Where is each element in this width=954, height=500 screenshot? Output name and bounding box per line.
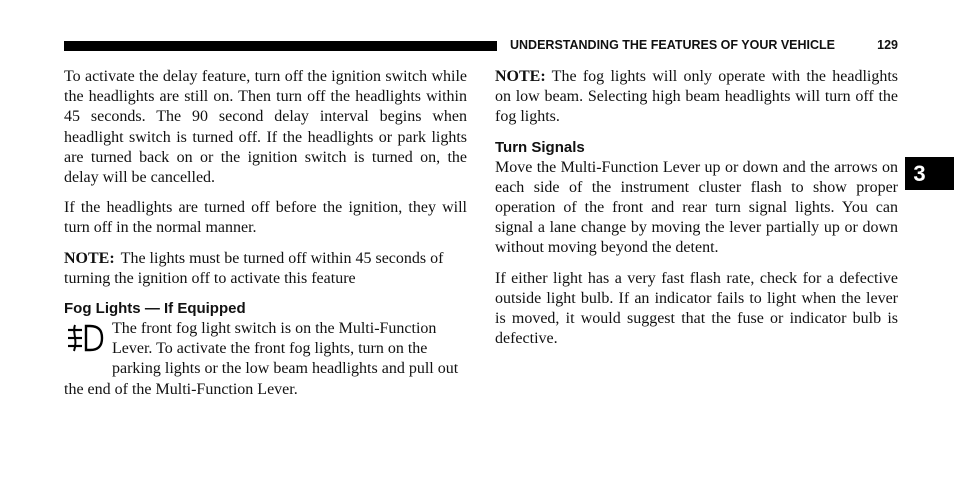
header-bar xyxy=(64,41,497,51)
fog-note-text: The fog lights will only operate with the headlights on low beam. Selecting high beam headlights will turn off the fog lights. xyxy=(495,68,898,126)
page-number: 129 xyxy=(877,38,898,52)
left-column xyxy=(64,67,467,400)
right-column xyxy=(495,67,898,359)
fog-lights-block xyxy=(64,319,467,400)
headlights-off-paragraph: If the headlights are turned off before the ignition, they will turn off in the normal manner. xyxy=(64,199,467,237)
note-label: NOTE: xyxy=(64,249,115,267)
delay-paragraph: To activate the delay feature, turn off the ignition switch while the headlights are still on. Then turn off the headlights within 45 seconds. The 90 second delay interval begins when headlight switch is turned off. If the headlights or park lights are turned back on or the ignition switch is turned on, the delay will be cancelled. xyxy=(64,68,467,187)
fog-note-label: NOTE: xyxy=(495,68,546,85)
chapter-tab: 3 xyxy=(905,157,954,190)
turn-signals-paragraph: Move the Multi-Function Lever up or down and the arrows on each side of the instrument cluster flash to show proper operation of the front and rear turn signal lights. You can signal a lane change by moving the lever partially up or down without moving beyond the detent. xyxy=(495,158,898,257)
fog-note-paragraph xyxy=(495,67,898,128)
turn-signals-heading: Turn Signals xyxy=(495,138,585,156)
fog-lights-paragraph: The front fog light switch is on the Multi-Function Lever. To activate the front fog lights, turn on the parking lights or the low beam headlights and pull out the end of the Multi-Function Lever. xyxy=(64,320,459,398)
front-fog-light-icon xyxy=(64,321,108,361)
note-text: The lights must be turned off within 45 seconds of turning the ignition off to activate this feature xyxy=(64,249,444,287)
section-title: UNDERSTANDING THE FEATURES OF YOUR VEHICLE xyxy=(510,38,836,52)
running-header xyxy=(510,38,898,52)
note-paragraph xyxy=(64,249,467,289)
fog-lights-heading: Fog Lights — If Equipped xyxy=(64,300,246,318)
flash-rate-paragraph: If either light has a very fast flash rate, check for a defective outside light bulb. If an indicator fails to light when the lever is moved, it would suggest that the fuse or indicator bulb is defective. xyxy=(495,269,898,348)
